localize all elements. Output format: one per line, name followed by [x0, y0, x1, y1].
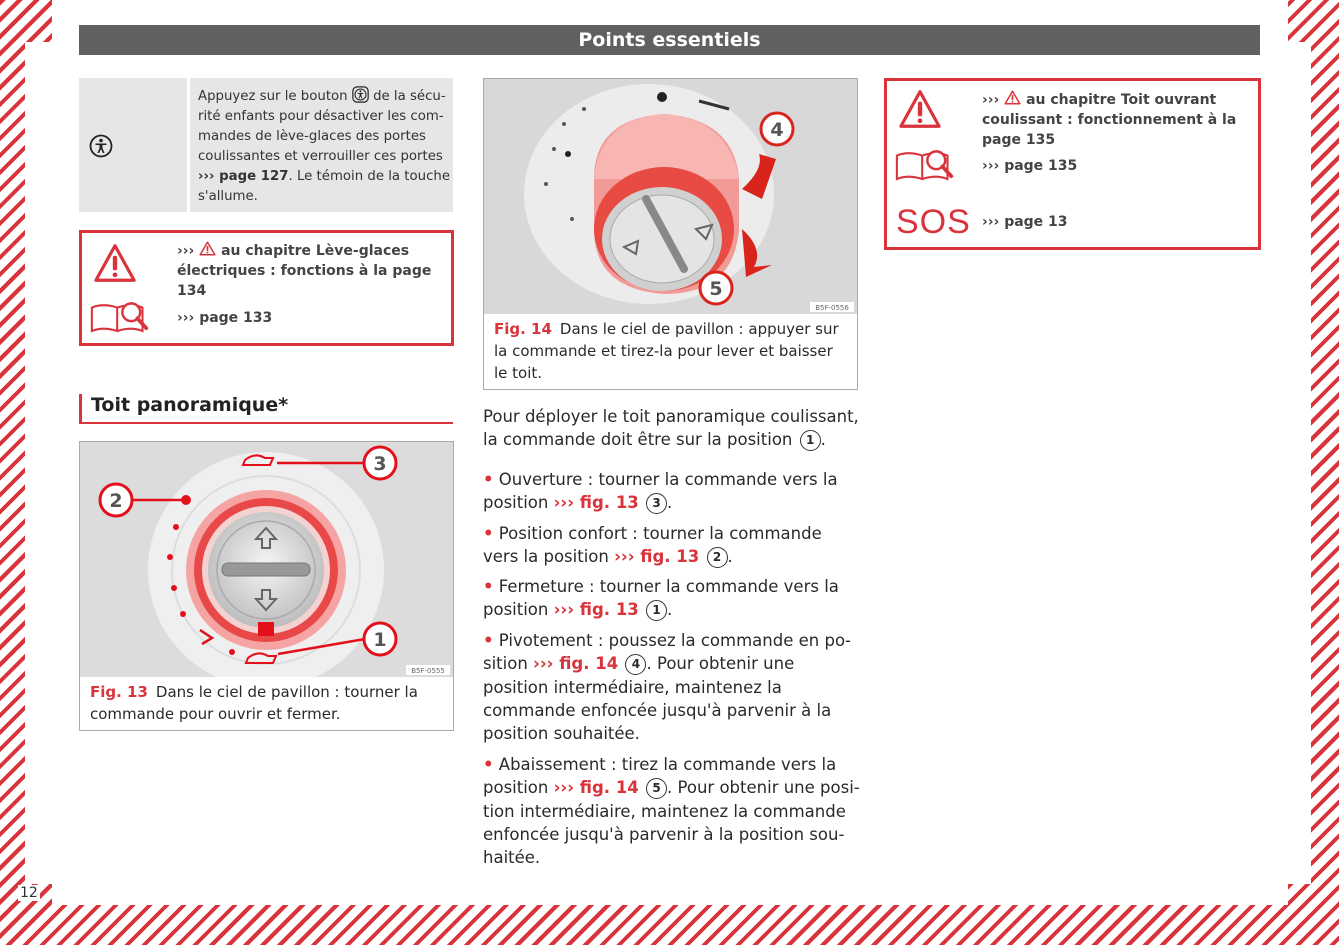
small-warning-icon	[1004, 90, 1021, 105]
body-list-item: • Ouverture : tourner la commande vers la position ››› fig. 13 3 .	[483, 470, 838, 513]
warning-triangle-icon	[897, 89, 943, 129]
callout-3: 3	[373, 453, 387, 475]
roof-control-dial-illustration	[80, 442, 453, 677]
section-heading: Toit panoramique*	[79, 394, 453, 424]
position-marker: 1	[800, 430, 821, 451]
sos-label: SOS	[896, 203, 971, 241]
child-lock-text-cell	[187, 78, 453, 212]
callout-2: 2	[109, 490, 123, 512]
callout-4: 4	[770, 119, 784, 141]
figure-14-code: B5F-0556	[815, 304, 849, 312]
fig-link[interactable]: ››› fig. 13	[553, 600, 639, 620]
child-lock-icon	[89, 134, 113, 158]
child-lock-button-icon	[352, 86, 369, 103]
position-marker: 1	[646, 600, 667, 621]
position-marker: 2	[707, 547, 728, 568]
intro-paragraph: Pour déployer le toit panoramique coulissant, la commande doit être sur la position 1 .	[483, 407, 859, 450]
fig-link[interactable]: ››› fig. 14	[533, 654, 619, 674]
body-list-item: • Pivotement : poussez la commande en position ››› fig. 14 4 . Pour obtenir une position intermédiaire, maintenez la commande enfoncée jusqu'à parvenir à la position souhaitée.	[483, 631, 852, 744]
body-list-item: • Abaissement : tirez la commande vers la position ››› fig. 14 5 . Pour obtenir une position intermédiaire, maintenez la commande enfoncée jusqu'à parvenir à la position souhaitée.	[483, 755, 860, 868]
figure-13-code: B5F-0555	[411, 667, 445, 675]
position-marker: 3	[646, 493, 667, 514]
warning-triangle-icon	[92, 243, 138, 283]
figure-13-caption: Fig. 13 Dans le ciel de pavillon : tourner la commande pour ouvrir et fermer.	[90, 683, 418, 723]
warning-box-right	[884, 78, 1261, 250]
warning-box-left	[79, 230, 454, 346]
warning-left-line1[interactable]: ››› au chapitre Lève-glaces électriques : fonctions à la page 134	[177, 243, 432, 299]
position-marker: 5	[646, 778, 667, 799]
figure-13-image	[80, 442, 453, 677]
page-header: Points essentiels	[79, 25, 1260, 55]
position-marker: 4	[625, 654, 646, 675]
body-text	[483, 405, 861, 452]
small-warning-icon	[199, 241, 216, 256]
child-lock-link[interactable]: ››› page 127	[198, 169, 289, 184]
figure-13	[79, 441, 454, 731]
page-number: 12	[20, 885, 38, 901]
body-list-item: • Fermeture : tourner la commande vers la position ››› fig. 13 1 .	[483, 577, 839, 620]
callout-5: 5	[709, 278, 723, 300]
fig-link[interactable]: ››› fig. 13	[553, 493, 639, 513]
figure-14-caption: Fig. 14 Dans le ciel de pavillon : appuyer sur la commande et tirez-la pour lever et baisser le toit.	[494, 320, 839, 382]
child-lock-text: Appuyez sur le bouton de la sécurité enfants pour désactiver les commandes de lève-glaces des portes coulissantes et verrouiller ces portes ››› page 127. Le témoin de la touche s'allume.	[198, 86, 450, 207]
fig-link[interactable]: ››› fig. 13	[614, 547, 700, 567]
figure-14-image	[484, 79, 857, 314]
manual-search-icon	[895, 147, 955, 181]
manual-search-icon	[90, 299, 150, 333]
figure-14	[483, 78, 858, 390]
warning-right-line2[interactable]: ››› page 135	[982, 158, 1078, 174]
warning-right-line1[interactable]: ››› au chapitre Toit ouvrant coulissant : fonctionnement à la page 135	[982, 92, 1237, 148]
callout-1: 1	[373, 629, 387, 651]
fig-link[interactable]: ››› fig. 14	[553, 778, 639, 798]
body-list-item: • Position confort : tourner la commande vers la position ››› fig. 13 2 .	[483, 524, 822, 567]
warning-left-line2[interactable]: ››› page 133	[177, 310, 273, 326]
child-lock-table	[79, 78, 453, 212]
roof-control-tilt-illustration	[484, 79, 857, 314]
warning-right-line3[interactable]: ››› page 13	[982, 214, 1068, 230]
child-lock-icon-cell	[79, 78, 184, 212]
